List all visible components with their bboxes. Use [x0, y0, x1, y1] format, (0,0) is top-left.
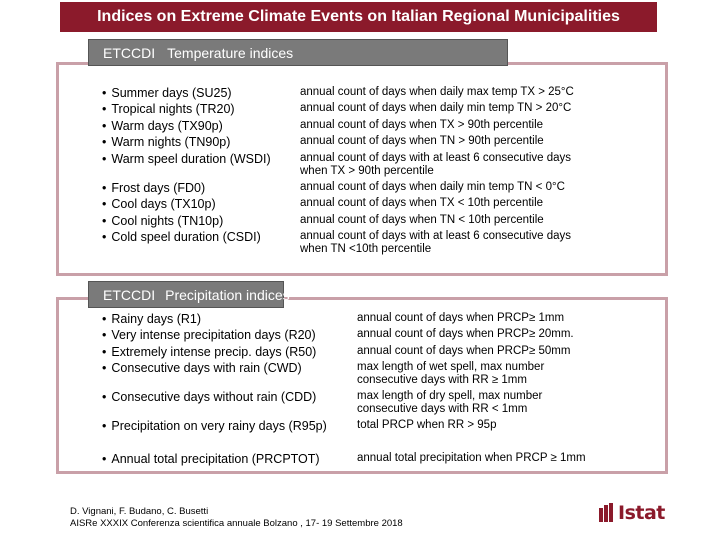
- temp-index-name: • Warm speel duration (WSDI): [102, 151, 271, 167]
- temperature-tab: [88, 39, 508, 66]
- precip-index-desc-cont: consecutive days with RR ≥ 1mm: [357, 374, 527, 386]
- precip-index-desc: annual count of days when PRCP≥ 20mm.: [357, 328, 574, 340]
- temp-index-name: • Cool nights (TN10p): [102, 213, 223, 229]
- temp-index-desc: annual count of days when TX > 90th percentile: [300, 119, 544, 131]
- precip-index-name: • Annual total precipitation (PRCPTOT): [102, 451, 320, 467]
- temp-index-name: • Tropical nights (TR20): [102, 101, 235, 117]
- temp-index-desc: annual count of days when daily min temp TN > 20°C: [300, 102, 572, 114]
- precipitation-tab: [88, 281, 290, 308]
- temp-index-desc: annual count of days when TX < 10th percentile: [300, 197, 544, 209]
- temp-index-name: • Warm days (TX90p): [102, 118, 223, 134]
- temp-index-desc: annual count of days when TN < 10th percentile: [300, 214, 544, 226]
- precip-index-name: • Consecutive days with rain (CWD): [102, 360, 302, 376]
- precip-index-name: • Very intense precipitation days (R20): [102, 327, 316, 343]
- precip-index-name: • Rainy days (R1): [102, 311, 201, 327]
- temp-index-desc: annual count of days when daily min temp TN < 0°C: [300, 181, 565, 193]
- precip-index-name: • Extremely intense precip. days (R50): [102, 344, 316, 360]
- temp-index-desc: annual count of days with at least 6 consecutive days: [300, 152, 572, 164]
- temp-index-desc: annual count of days when daily max temp TX > 25°C: [300, 86, 574, 98]
- istat-logo: [598, 502, 665, 524]
- precip-index-desc: annual count of days when PRCP≥ 1mm: [357, 312, 565, 324]
- precip-index-desc: max length of dry spell, max number: [357, 390, 543, 402]
- precipitation-tab-code: ETCCDI: [103, 287, 156, 303]
- temperature-tab-label: Temperature indices: [167, 45, 294, 61]
- temp-index-desc-cont: when TX > 90th percentile: [300, 165, 434, 177]
- footer-authors: D. Vignani, F. Budano, C. Busetti: [70, 506, 209, 517]
- footer: [70, 506, 403, 530]
- temp-index-desc-cont: when TN <10th percentile: [300, 243, 432, 255]
- temp-index-name: • Summer days (SU25): [102, 85, 232, 101]
- precipitation-tab-label: Precipitation indices: [165, 287, 290, 303]
- precip-index-name: • Consecutive days without rain (CDD): [102, 389, 316, 405]
- temp-index-name: • Frost days (FD0): [102, 180, 205, 196]
- temp-index-name: • Warm nights (TN90p): [102, 134, 230, 150]
- precip-index-desc: max length of wet spell, max number: [357, 361, 545, 373]
- temp-index-name: • Cold speel duration (CSDI): [102, 229, 261, 245]
- precip-index-desc: annual total precipitation when PRCP ≥ 1mm: [357, 452, 586, 464]
- temp-index-desc: annual count of days with at least 6 consecutive days: [300, 230, 572, 242]
- precip-index-desc: total PRCP when RR > 95p: [357, 419, 497, 431]
- slide-title: Indices on Extreme Climate Events on Italian Regional Municipalities: [60, 2, 657, 32]
- temp-index-name: • Cool days (TX10p): [102, 196, 216, 212]
- istat-logo-text: Istat: [618, 502, 665, 524]
- footer-conference: AISRe XXXIX Conferenza scientifica annuale Bolzano , 17- 19 Settembre 2018: [70, 518, 403, 529]
- precip-index-desc: annual count of days when PRCP≥ 50mm: [357, 345, 571, 357]
- temperature-tab-code: ETCCDI: [103, 45, 156, 61]
- temp-index-desc: annual count of days when TN > 90th percentile: [300, 135, 544, 147]
- istat-logo-icon: [598, 502, 618, 524]
- precip-index-desc-cont: consecutive days with RR < 1mm: [357, 403, 528, 415]
- precip-index-name: • Precipitation on very rainy days (R95p): [102, 418, 327, 434]
